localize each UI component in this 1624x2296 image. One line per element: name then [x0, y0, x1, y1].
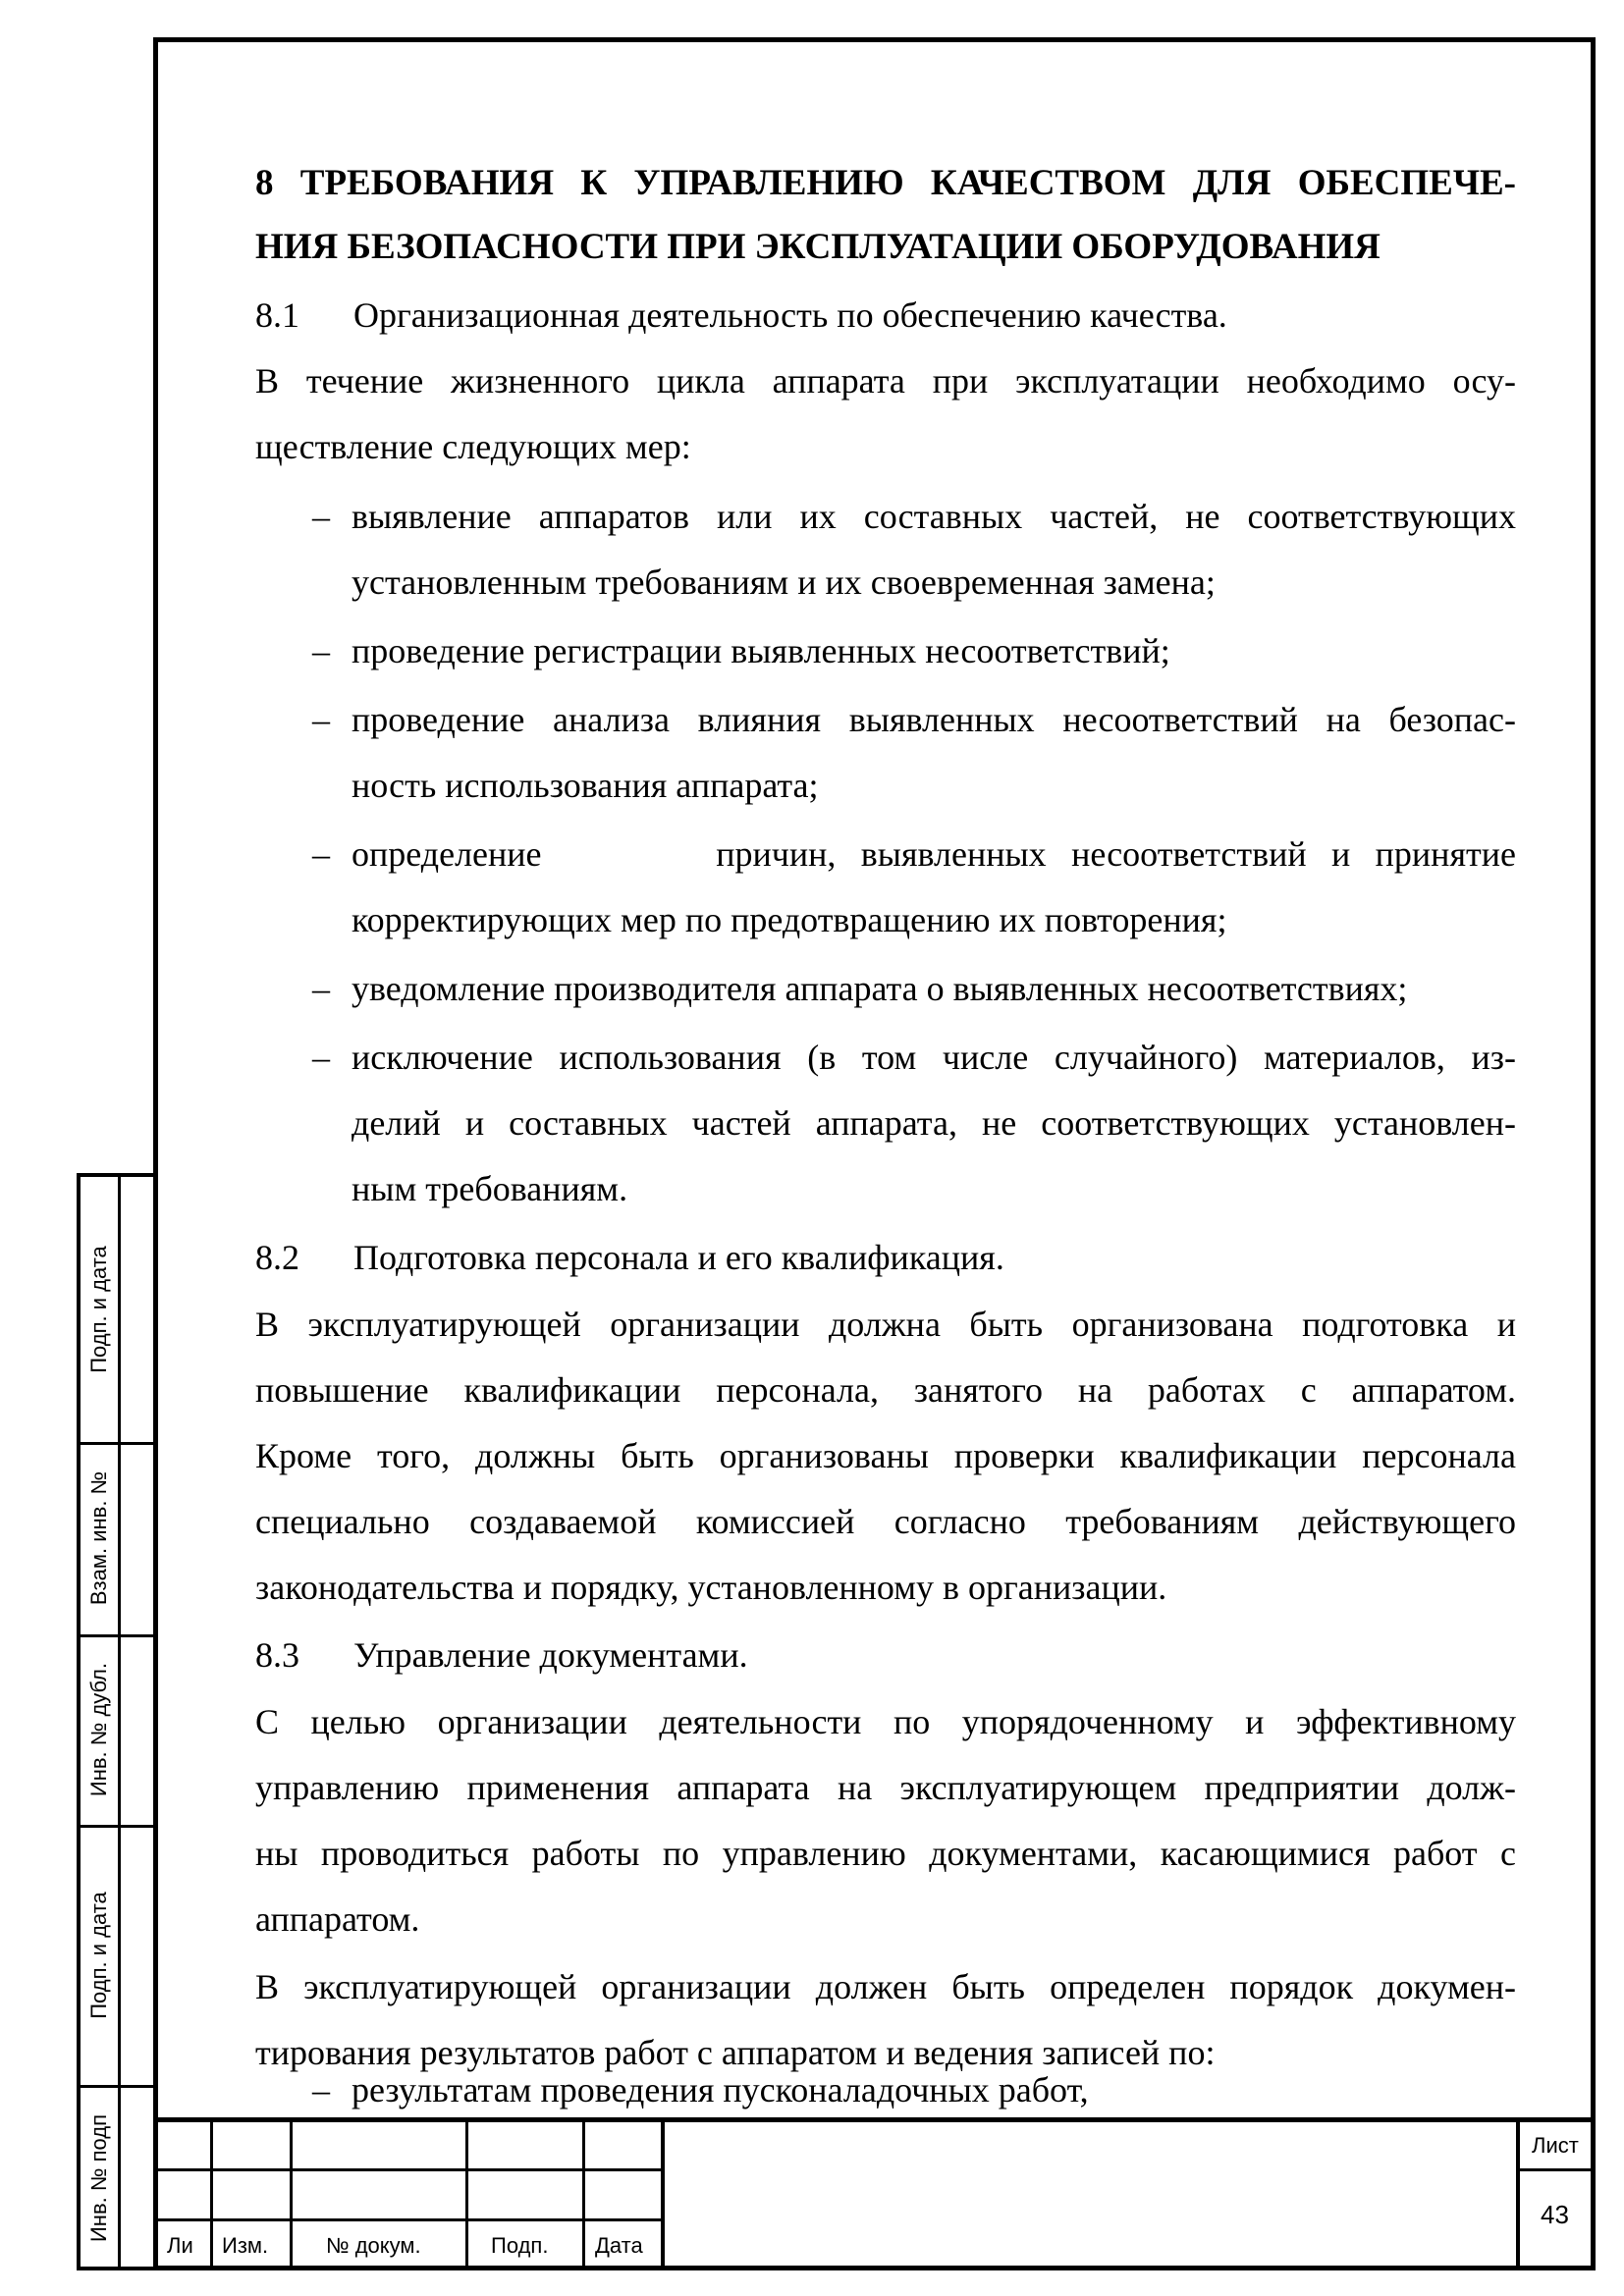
- paragraph-line: законодательства и порядку, установленному в организации.: [255, 1568, 1167, 1607]
- dash-marker: –: [312, 700, 330, 739]
- list-cell-divider: [1516, 2117, 1520, 2270]
- side-stamp-cell: [81, 1825, 118, 2085]
- paragraph-line: специально создаваемой комиссией согласно требованиям действующего: [255, 1502, 1516, 1541]
- paragraph-line: С целью организации деятельности по упорядоченному и эффективному: [255, 1702, 1516, 1741]
- list-item-text: исключение использования (в том числе случайного) материалов, из-: [352, 1038, 1516, 1077]
- section-title: Организационная деятельность по обеспечению качества.: [353, 295, 1227, 335]
- side-stamp-cell: [81, 2085, 118, 2270]
- paragraph-line: аппаратом.: [255, 1899, 420, 1939]
- title-block-row-divider: [153, 2168, 664, 2171]
- list-item-text: уведомление производителя аппарата о выявленных несоответствиях;: [352, 969, 1408, 1008]
- title-block-row-divider: [153, 2218, 664, 2221]
- list-cell-divider: [1516, 2168, 1596, 2171]
- title-block-col-divider: [465, 2117, 468, 2270]
- side-stamp-cell: [81, 1442, 118, 1634]
- paragraph-line: ны проводиться работы по управлению документами, касающимися работ с: [255, 1834, 1516, 1873]
- section-8-3: [255, 1637, 748, 1673]
- list-item-text: ность использования аппарата;: [352, 766, 819, 805]
- list-item-text: делий и составных частей аппарата, не соответствующих установлен-: [352, 1103, 1516, 1143]
- col-label-no-dokum: № докум.: [326, 2233, 421, 2258]
- paragraph-line: В эксплуатирующей организации должен быть определен порядок докумен-: [255, 1967, 1516, 2006]
- title-block-col-divider: [661, 2117, 665, 2270]
- dash-marker: –: [312, 1038, 330, 1077]
- side-label-vzam-inv: Взам. инв. №: [86, 1470, 112, 1606]
- side-label-podp-data-top: Подп. и дата: [86, 1246, 111, 1373]
- paragraph-line: В эксплуатирующей организации должна быть организована подготовка и: [255, 1305, 1516, 1344]
- list-item-text: корректирующих мер по предотвращению их повторения;: [352, 900, 1227, 939]
- section-number: 8.1: [255, 295, 299, 335]
- dash-marker: –: [312, 2070, 330, 2109]
- title-block-top-border: [153, 2117, 1596, 2122]
- col-label-li: Ли: [167, 2233, 193, 2258]
- list-item-text: выявление аппаратов или их составных частей, не соответствующих: [352, 497, 1516, 536]
- list-item-text: ным требованиям.: [352, 1169, 628, 1208]
- list-item-text: проведение анализа влияния выявленных несоответствий на безопас-: [352, 700, 1516, 739]
- title-block: [153, 2117, 1596, 2270]
- side-label-podp-data-bottom: Подп. и дата: [86, 1891, 111, 2019]
- sheet-label: Лист: [1532, 2133, 1579, 2158]
- col-label-data: Дата: [595, 2233, 643, 2258]
- dash-marker: –: [312, 834, 330, 874]
- section-8-2: [255, 1240, 1004, 1275]
- section-title: Подготовка персонала и его квалификация.: [353, 1238, 1004, 1277]
- side-stamp-divider: [118, 1177, 121, 2267]
- sheet-number: 43: [1541, 2200, 1569, 2229]
- dash-marker: –: [312, 969, 330, 1008]
- list-item-text: проведение регистрации выявленных несоответствий;: [352, 631, 1170, 670]
- paragraph-line: тирования результатов работ с аппаратом и ведения записей по:: [255, 2033, 1216, 2072]
- paragraph-line: Кроме того, должны быть организованы проверки квалификации персонала: [255, 1436, 1516, 1475]
- side-label-inv-dubl: Инв. № дубл.: [86, 1662, 112, 1797]
- paragraph-line: повышение квалификации персонала, занятого на работах с аппаратом.: [255, 1370, 1516, 1410]
- section-number: 8.3: [255, 1635, 299, 1675]
- side-stamp-cell: [81, 1177, 118, 1442]
- dash-marker: –: [312, 497, 330, 536]
- side-label-inv-podp: Инв. № подп: [86, 2113, 112, 2242]
- col-label-podp: Подп.: [491, 2233, 549, 2258]
- side-stamp-cell: [81, 1634, 118, 1825]
- title-block-col-divider: [290, 2117, 293, 2270]
- heading-line-2: НИЯ БЕЗОПАСНОСТИ ПРИ ЭКСПЛУАТАЦИИ ОБОРУДОВАНИЯ: [255, 227, 1380, 267]
- title-block-col-divider: [582, 2117, 585, 2270]
- dash-marker: –: [312, 631, 330, 670]
- title-block-col-divider: [210, 2117, 213, 2270]
- paragraph-line: управлению применения аппарата на эксплуатирующем предприятии долж-: [255, 1768, 1516, 1807]
- list-item-text: результатам проведения пусконаладочных работ,: [352, 2070, 1089, 2109]
- heading-line-1: 8 ТРЕБОВАНИЯ К УПРАВЛЕНИЮ КАЧЕСТВОМ ДЛЯ ОБЕСПЕЧЕ-: [255, 163, 1516, 203]
- list-item-text: определение причин, выявленных несоответствий и принятие: [352, 834, 1516, 874]
- paragraph-line: В течение жизненного цикла аппарата при эксплуатации необходимо осу-: [255, 361, 1516, 400]
- section-8-1: [255, 297, 1227, 333]
- list-item-text: установленным требованиям и их своевременная замена;: [352, 562, 1216, 602]
- side-stamp: [77, 1173, 155, 2270]
- paragraph-line: ществление следующих мер:: [255, 427, 691, 466]
- section-title: Управление документами.: [353, 1635, 748, 1675]
- section-number: 8.2: [255, 1238, 299, 1277]
- col-label-izm: Изм.: [222, 2233, 269, 2258]
